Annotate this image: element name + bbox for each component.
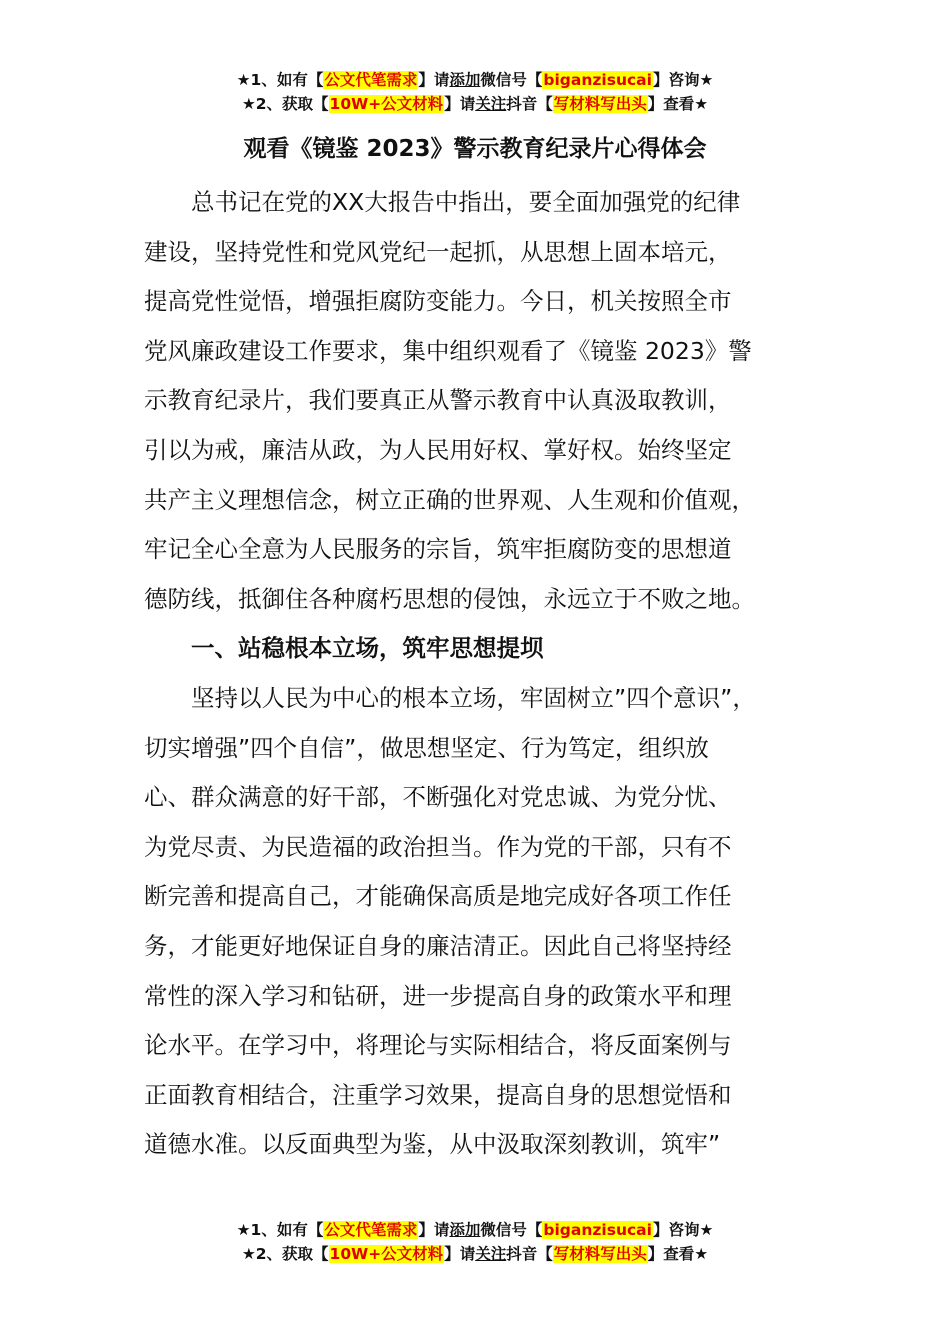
- banner-line-1: [0, 68, 950, 92]
- banner-text: 抖音【: [506, 1245, 553, 1263]
- text-line: 为党尽责、为民造福的政治担当。作为党的干部，只有不: [144, 832, 732, 861]
- banner-highlight: 公文代笔需求: [324, 1221, 418, 1239]
- text-line: 论水平。在学习中，将理论与实际相结合，将反面案例与: [144, 1031, 732, 1060]
- banner-text: ★1、如有【: [236, 1221, 324, 1239]
- section-heading: 一、站稳根本立场，筑牢思想提坝: [144, 634, 544, 663]
- banner-emphasis: 添加: [449, 1221, 481, 1239]
- banner-highlight: 写材料写出头: [553, 1245, 647, 1263]
- text-line: 坚持以人民为中心的根本立场，牢固树立”四个意识”，: [144, 683, 756, 712]
- banner-text: 抖音【: [506, 95, 553, 113]
- banner-text: 】查看★: [647, 1245, 709, 1263]
- text-line: 共产主义理想信念，树立正确的世界观、人生观和价值观，: [144, 485, 755, 514]
- text-line: 牢记全心全意为人民服务的宗旨，筑牢拒腐防变的思想道: [144, 535, 732, 564]
- banner-text: ★2、获取【: [241, 95, 329, 113]
- text-line: 正面教育相结合，注重学习效果，提高自身的思想觉悟和: [144, 1080, 732, 1109]
- banner-text: 】请: [418, 71, 450, 89]
- banner-text: 】查看★: [647, 95, 709, 113]
- banner-highlight: 公文代笔需求: [324, 71, 418, 89]
- banner-emphasis: 添加: [449, 71, 481, 89]
- footer-banner: [0, 1218, 950, 1266]
- document-body: [144, 178, 820, 1170]
- text-line: 示教育纪录片，我们要真正从警示教育中认真汲取教训，: [144, 386, 732, 415]
- banner-text: 】请: [444, 1245, 476, 1263]
- header-banner: [0, 68, 950, 116]
- banner-text: 】请: [418, 1221, 450, 1239]
- banner-text: 】咨询★: [652, 1221, 714, 1239]
- banner-emphasis: 关注: [475, 95, 507, 113]
- text-line: 心、群众满意的好干部，不断强化对党忠诚、为党分忧、: [144, 783, 732, 812]
- banner-line-1: [0, 1218, 950, 1242]
- text-line: 引以为戒，廉洁从政，为人民用好权、掌好权。始终坚定: [144, 435, 732, 464]
- text-line: 道德水准。以反面典型为鉴，从中汲取深刻教训，筑牢”: [144, 1130, 721, 1159]
- banner-highlight: biganzisucai: [543, 71, 652, 89]
- banner-line-2: [0, 1242, 950, 1266]
- text-line: 务，才能更好地保证自身的廉洁清正。因此自己将坚持经: [144, 931, 732, 960]
- text-line: 建设，坚持党性和党风党纪一起抓，从思想上固本培元，: [144, 237, 732, 266]
- document-title: 观看《镜鉴 2023》警示教育纪录片心得体会: [243, 136, 707, 162]
- banner-text: ★1、如有【: [236, 71, 324, 89]
- banner-highlight: 10W+公文材料: [329, 95, 444, 113]
- text-line: 党风廉政建设工作要求，集中组织观看了《镜鉴 2023》警: [144, 336, 752, 365]
- banner-text: 微信号【: [480, 71, 543, 89]
- banner-highlight: biganzisucai: [543, 1221, 652, 1239]
- banner-text: 微信号【: [480, 1221, 543, 1239]
- banner-emphasis: 关注: [475, 1245, 507, 1263]
- banner-text: ★2、获取【: [241, 1245, 329, 1263]
- text-line: 提高党性觉悟，增强拒腐防变能力。今日，机关按照全市: [144, 287, 732, 316]
- text-line: 切实增强”四个自信”，做思想坚定、行为笃定，组织放: [144, 733, 709, 762]
- banner-text: 】咨询★: [652, 71, 714, 89]
- banner-text: 】请: [444, 95, 476, 113]
- text-line: 常性的深入学习和钻研，进一步提高自身的政策水平和理: [144, 981, 732, 1010]
- text-line: 断完善和提高自己，才能确保高质是地完成好各项工作任: [144, 882, 732, 911]
- text-line: 德防线，抵御住各种腐朽思想的侵蚀，永远立于不败之地。: [144, 584, 755, 613]
- banner-highlight: 10W+公文材料: [329, 1245, 444, 1263]
- text-line: 总书记在党的XX大报告中指出，要全面加强党的纪律: [144, 188, 741, 216]
- banner-highlight: 写材料写出头: [553, 95, 647, 113]
- banner-line-2: [0, 92, 950, 116]
